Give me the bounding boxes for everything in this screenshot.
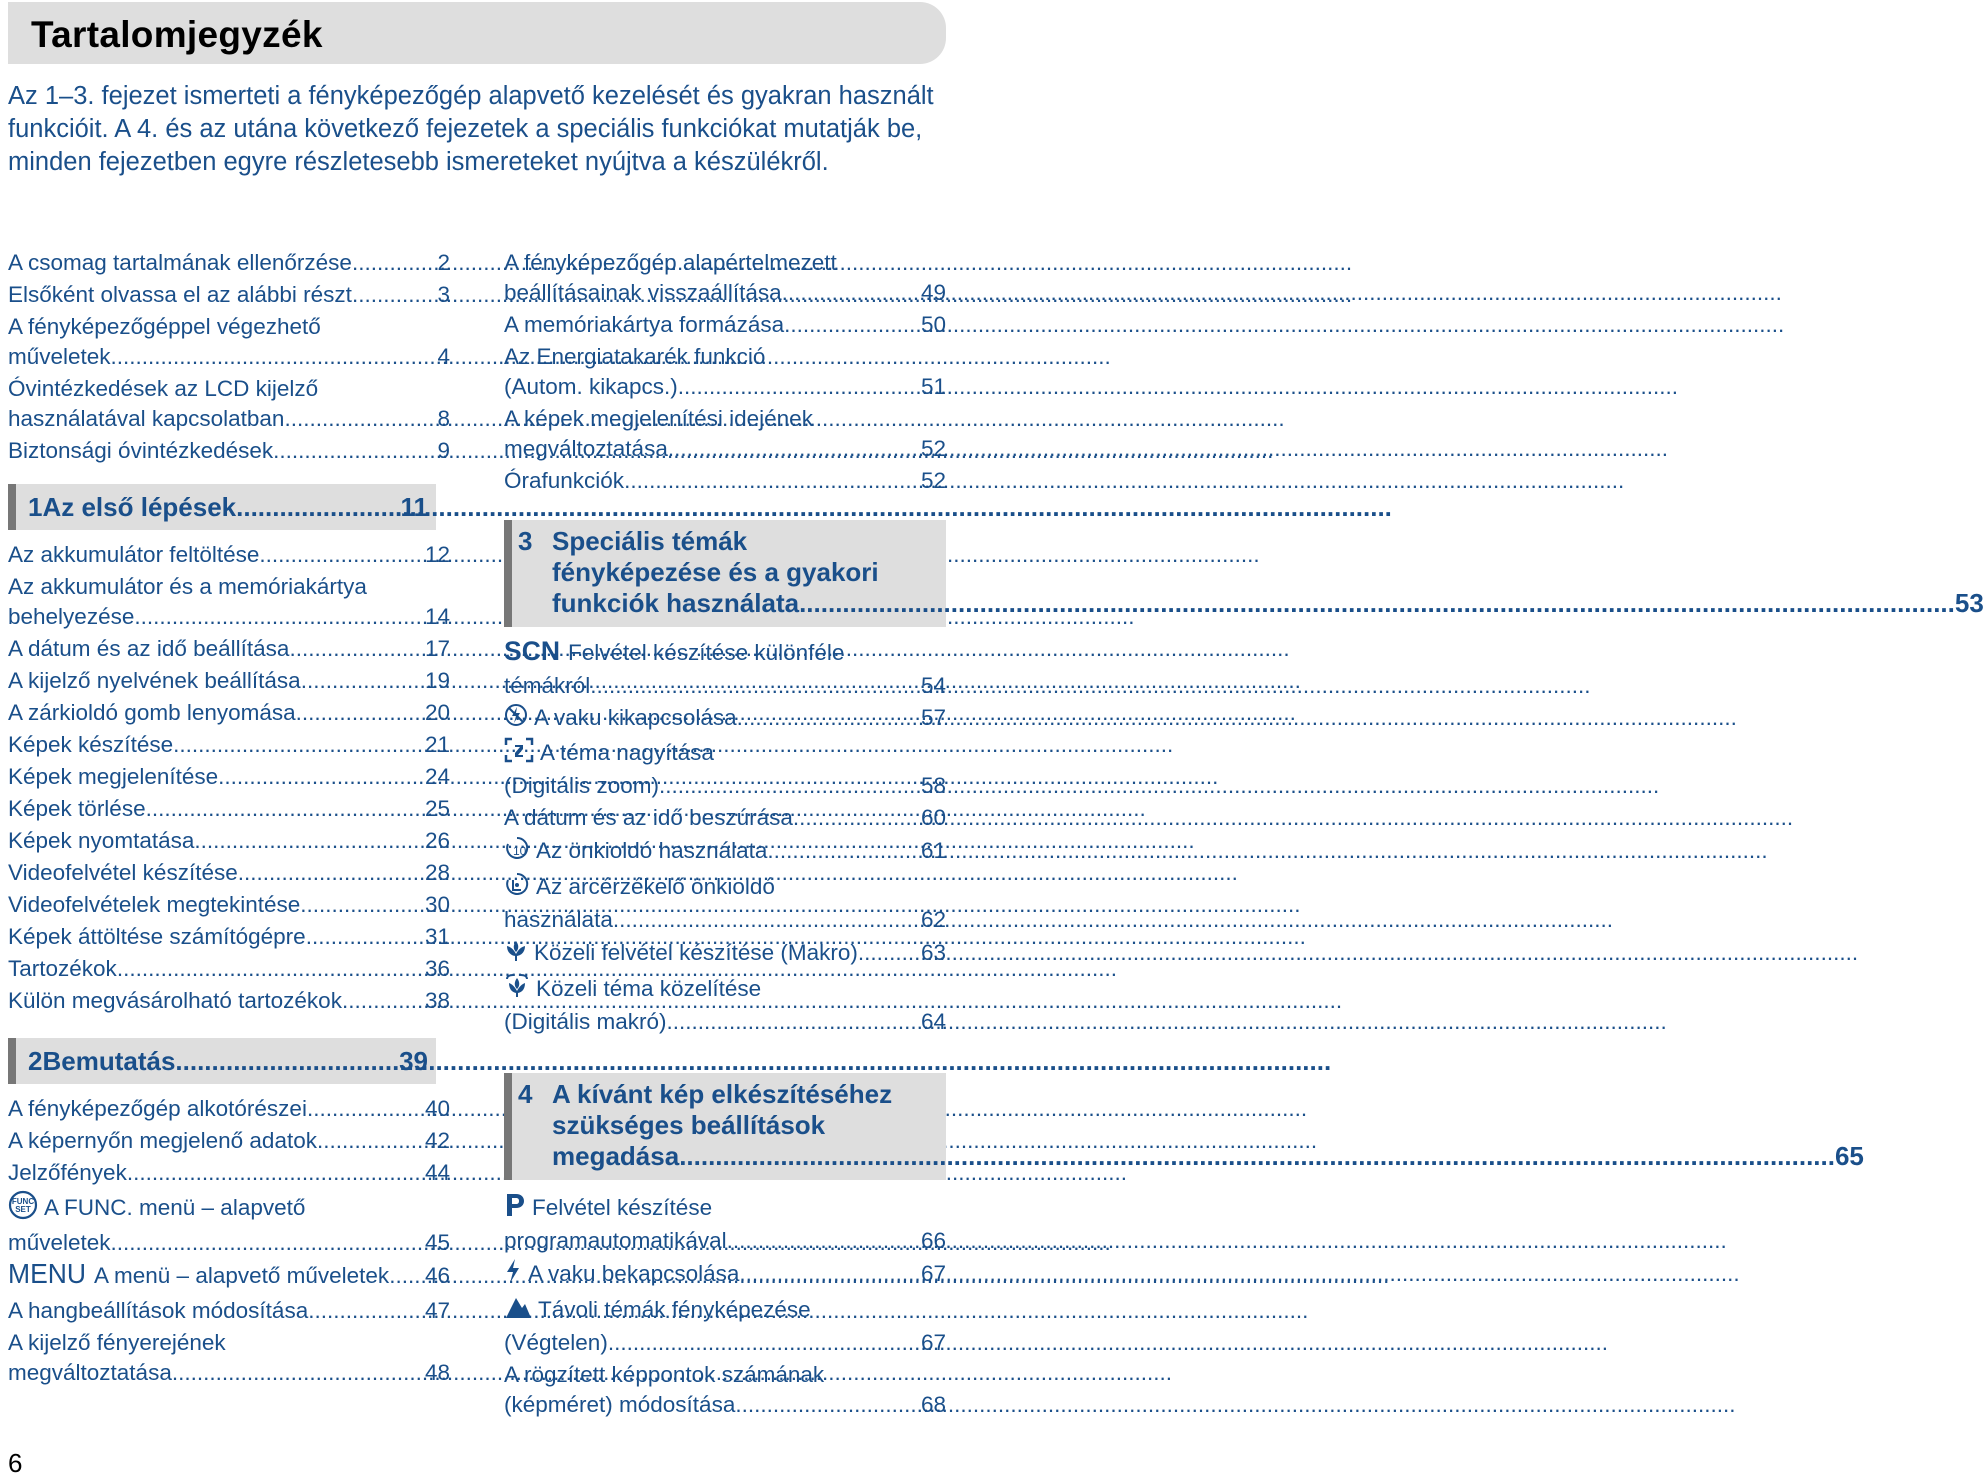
leader-dots <box>300 890 425 920</box>
leader-dots <box>767 836 921 866</box>
leader-dots <box>613 905 921 935</box>
chapter-title: Bemutatás <box>42 1046 176 1076</box>
entry-text: Órafunkciók <box>504 468 625 493</box>
entry-page: 36 <box>424 956 450 981</box>
left-column <box>8 248 450 1390</box>
leader-dots <box>793 803 921 833</box>
intro-paragraph: Az 1–3. fejezet ismerteti a fényképezőgép alapvető kezelését és gyakran használt funkcióit. A 4. és az utána következő fejezetek a speciális funkciókat mutatják be, minden fejezetben egyre részletesebb ismereteket nyújtva a készülékről. <box>8 82 934 176</box>
svg-text:SET: SET <box>15 1205 31 1214</box>
entry-page: 52 <box>920 436 946 461</box>
toc-entry[interactable] <box>504 871 946 935</box>
entry-page: 31 <box>424 924 450 949</box>
leader-dots <box>175 1046 399 1077</box>
toc-entry[interactable] <box>8 1126 450 1156</box>
toc-entry[interactable] <box>8 572 450 632</box>
toc-entry[interactable] <box>8 248 450 278</box>
digital-zoom-icon <box>504 737 534 771</box>
entry-text: Képek áttöltése számítógépre <box>8 924 306 949</box>
leader-dots <box>608 1328 921 1358</box>
chapter-bar <box>8 1038 16 1084</box>
entry-page: 17 <box>424 636 450 661</box>
entry-page: 9 <box>437 438 450 463</box>
entry-text: Videofelvétel készítése <box>8 860 238 885</box>
entry-page: 66 <box>920 1228 946 1254</box>
entry-page: 30 <box>424 892 450 917</box>
entry-text-line: A téma nagyítása <box>540 740 714 765</box>
entry-text-line: Távoli témák fényképezése <box>538 1297 811 1322</box>
entry-text: (Digitális makró) <box>504 1009 667 1035</box>
leader-dots <box>737 703 921 733</box>
leader-dots <box>238 858 425 888</box>
entry-text: Tartozékok <box>8 956 117 981</box>
leader-dots <box>352 280 438 310</box>
entry-page: 50 <box>920 312 946 337</box>
toc-entry[interactable] <box>8 540 450 570</box>
entry-text: A dátum és az idő beállítása <box>8 636 290 661</box>
scn-icon <box>504 637 562 671</box>
toc-entry[interactable] <box>504 1258 946 1292</box>
leader-dots <box>172 1358 425 1388</box>
entry-text: használatával kapcsolatban <box>8 406 285 431</box>
entry-text: A vaku bekapcsolása <box>528 1261 740 1286</box>
entry-page: 2 <box>437 250 450 275</box>
chapter-page: 11 <box>400 492 428 522</box>
page-title: Tartalomjegyzék <box>31 14 323 55</box>
chapter-bar <box>8 484 16 530</box>
leader-dots <box>296 698 425 728</box>
toc-entry[interactable] <box>8 730 450 760</box>
toc-entry[interactable] <box>8 1260 450 1294</box>
chapter-4-heading[interactable] <box>504 1073 1864 1180</box>
toc-entry[interactable] <box>8 1158 450 1188</box>
entry-text-line: Közeli téma közelítése <box>536 976 762 1001</box>
chapter-title-line: fényképezése és a gyakori <box>552 557 879 587</box>
right-front-list <box>504 248 946 498</box>
entry-page: 57 <box>920 705 946 730</box>
flash-off-icon <box>504 703 528 735</box>
toc-entry[interactable] <box>504 637 946 701</box>
entry-page: 48 <box>424 1360 450 1385</box>
entry-text: témákról <box>504 673 591 698</box>
leader-dots <box>727 1226 921 1256</box>
toc-entry[interactable] <box>504 1360 946 1420</box>
toc-entry[interactable] <box>8 666 450 696</box>
leader-dots <box>307 1094 425 1124</box>
leader-dots <box>590 671 921 701</box>
entry-page: 52 <box>920 468 946 493</box>
chapter-number: 3 <box>518 526 533 556</box>
entry-text: A zárkioldó gomb lenyomása <box>8 700 296 725</box>
entry-page: 54 <box>920 673 946 698</box>
entry-page: 46 <box>424 1262 450 1288</box>
entry-text: Elsőként olvassa el az alábbi részt <box>8 282 352 307</box>
entry-text: behelyezése <box>8 604 135 629</box>
toc-entry[interactable] <box>8 1094 450 1124</box>
toc-entry[interactable] <box>8 826 450 856</box>
entry-page: 19 <box>424 668 450 693</box>
p-mode-icon <box>504 1192 526 1226</box>
toc-entry[interactable] <box>504 835 946 869</box>
entry-text: Külön megvásárolható tartozékok <box>8 988 342 1013</box>
leader-dots <box>173 730 425 760</box>
chapter-1-heading[interactable] <box>8 484 436 530</box>
entry-page: 58 <box>920 773 946 799</box>
entry-text: A menü – alapvető műveletek <box>94 1262 390 1288</box>
toc-entry[interactable] <box>8 890 450 920</box>
toc-entry[interactable] <box>504 973 946 1037</box>
entry-page: 8 <box>437 406 450 431</box>
entry-text-line: Felvétel készítése különféle <box>568 639 845 665</box>
func-set-icon <box>8 1190 38 1228</box>
leader-dots <box>111 1228 425 1258</box>
leader-dots <box>667 1007 921 1037</box>
entry-text: Közeli felvétel készítése (Makro) <box>534 940 858 965</box>
entry-text: A csomag tartalmának ellenőrzése <box>8 250 352 275</box>
chapter-bar <box>504 1073 512 1180</box>
chapter-2-heading[interactable] <box>8 1038 436 1084</box>
toc-entry[interactable] <box>8 374 450 434</box>
entry-page: 21 <box>424 732 450 757</box>
entry-page: 25 <box>424 796 450 821</box>
face-self-timer-icon <box>504 871 530 905</box>
svg-text:10: 10 <box>513 844 527 859</box>
entry-page: 51 <box>920 374 946 399</box>
chapter-title-line: szükséges beállítások <box>552 1110 826 1141</box>
toc-entry[interactable] <box>8 312 450 372</box>
entry-text: (Digitális zoom) <box>504 773 660 799</box>
leader-dots <box>858 938 921 968</box>
chapter-number: 4 <box>518 1079 533 1110</box>
leader-dots <box>389 1261 425 1291</box>
entry-text: megváltoztatása <box>504 436 668 461</box>
toc-entry[interactable] <box>8 922 450 952</box>
entry-page: 60 <box>920 805 946 831</box>
leader-dots <box>342 986 425 1016</box>
entry-text: (Autom. kikapcs.) <box>504 374 678 399</box>
leader-dots <box>117 954 425 984</box>
entry-text-line: Az Energiatakarék funkció <box>504 344 766 369</box>
chapter-title-line: megadása <box>552 1141 680 1172</box>
left-front-list <box>8 248 450 468</box>
entry-text-line: Az arcérzékelő önkioldó <box>536 874 775 899</box>
entry-text: Képek készítése <box>8 732 174 757</box>
leader-dots <box>127 1158 425 1188</box>
toc-entry[interactable] <box>8 1190 450 1258</box>
chapter-page: 53 <box>1954 588 1984 618</box>
toc-entry[interactable] <box>8 1296 450 1326</box>
leader-dots <box>306 922 425 952</box>
entry-page: 42 <box>424 1128 450 1153</box>
leader-dots <box>799 588 1955 619</box>
leader-dots <box>317 1126 425 1156</box>
entry-text: A hangbeállítások módosítása <box>8 1298 309 1323</box>
leader-dots <box>134 602 425 632</box>
entry-text: (képméret) módosítása <box>504 1392 736 1418</box>
chapter-number: 1 <box>28 492 43 522</box>
svg-text:SCN: SCN <box>504 636 560 666</box>
chapter-2-list <box>8 1094 450 1390</box>
svg-text:FUNC: FUNC <box>11 1197 35 1206</box>
entry-text: megváltoztatása <box>8 1360 172 1385</box>
chapter-3-heading[interactable] <box>504 520 1984 627</box>
toc-entry[interactable] <box>504 466 946 496</box>
chapter-title: Az első lépések <box>42 492 237 522</box>
entry-page: 38 <box>424 988 450 1013</box>
toc-entry[interactable] <box>8 1328 450 1388</box>
entry-text-line: Az akkumulátor és a memóriakártya <box>8 574 367 599</box>
entry-page: 45 <box>424 1230 450 1255</box>
chapter-title-line: Speciális témák <box>552 526 748 556</box>
entry-text-line: A fényképezőgéppel végezhető <box>8 314 321 339</box>
entry-page: 14 <box>424 604 450 629</box>
toc-entry[interactable] <box>8 858 450 888</box>
entry-text: beállításainak visszaállítása <box>504 280 782 305</box>
leader-dots <box>284 404 437 434</box>
leader-dots <box>739 1259 921 1289</box>
chapter-4-list <box>504 1192 946 1422</box>
toc-entry[interactable] <box>504 248 946 308</box>
entry-text: A vaku kikapcsolása <box>534 705 737 730</box>
chapter-3-list <box>504 637 946 1039</box>
leader-dots <box>782 278 921 308</box>
entry-text-line: Óvintézkedések az LCD kijelző <box>8 376 319 401</box>
leader-dots <box>678 372 921 402</box>
entry-text: műveletek <box>8 344 111 369</box>
entry-text: Az akkumulátor feltöltése <box>8 542 260 567</box>
toc-entry[interactable] <box>504 937 946 971</box>
title-bar <box>8 2 946 64</box>
infinity-mountain-icon <box>504 1294 532 1328</box>
toc-entry[interactable] <box>8 280 450 310</box>
entry-text: Képek megjelenítése <box>8 764 219 789</box>
chapter-1-list <box>8 540 450 1018</box>
chapter-page: 39 <box>399 1046 428 1076</box>
menu-icon <box>8 1260 88 1294</box>
entry-page: 4 <box>437 344 450 369</box>
toc-entry[interactable] <box>8 986 450 1016</box>
entry-page: 62 <box>920 907 946 933</box>
entry-page: 26 <box>424 828 450 853</box>
toc-entry[interactable] <box>504 737 946 801</box>
entry-text-line: A FUNC. menü – alapvető <box>44 1194 306 1220</box>
toc-entry[interactable] <box>8 634 450 664</box>
entry-text: műveletek <box>8 1230 111 1255</box>
leader-dots <box>624 466 921 496</box>
entry-page: 3 <box>437 282 450 307</box>
leader-dots <box>735 1390 921 1420</box>
toc-entry[interactable] <box>504 1192 946 1256</box>
entry-text-line: A rögzített képpontok számának <box>504 1362 825 1388</box>
entry-text-line: A kijelző fényerejének <box>8 1330 226 1355</box>
flash-on-icon <box>504 1258 522 1292</box>
chapter-bar <box>504 520 512 627</box>
toc-entry[interactable] <box>504 703 946 735</box>
entry-text: Biztonsági óvintézkedések <box>8 438 274 463</box>
entry-text-line: A képek megjelenítési idejének <box>504 406 813 431</box>
leader-dots <box>659 771 921 801</box>
entry-page: 24 <box>424 764 450 789</box>
toc-entry[interactable] <box>504 803 946 833</box>
entry-page: 63 <box>920 940 946 965</box>
toc-entry[interactable] <box>8 794 450 824</box>
entry-page: 28 <box>424 860 450 885</box>
right-column <box>504 248 1984 1422</box>
entry-text: Jelzőfények <box>8 1160 127 1185</box>
entry-text: Az önkioldó használata <box>536 838 768 863</box>
leader-dots <box>679 1141 1835 1172</box>
entry-text: A dátum és az idő beszúrása <box>504 805 793 831</box>
leader-dots <box>668 434 921 464</box>
leader-dots <box>111 342 438 372</box>
chapter-title-line: funkciók használata <box>552 588 800 618</box>
macro-icon <box>504 937 528 971</box>
leader-dots <box>352 248 438 278</box>
entry-page: 20 <box>424 700 450 725</box>
entry-text: A memóriakártya formázása <box>504 312 785 337</box>
leader-dots <box>308 1296 425 1326</box>
entry-text-line: A fényképezőgép alapértelmezett <box>504 250 837 275</box>
entry-page: 67 <box>920 1330 946 1356</box>
leader-dots <box>273 436 437 466</box>
entry-text: Videofelvételek megtekintése <box>8 892 301 917</box>
leader-dots <box>784 310 921 340</box>
entry-page: 12 <box>424 542 450 567</box>
toc-entry[interactable] <box>504 310 946 340</box>
entry-page: 64 <box>920 1009 946 1035</box>
entry-page: 40 <box>424 1096 450 1121</box>
toc-entry[interactable] <box>8 954 450 984</box>
chapter-page: 65 <box>1834 1141 1864 1172</box>
svg-text:MENU: MENU <box>8 1258 86 1289</box>
leader-dots <box>259 540 425 570</box>
entry-text: A fényképezőgép alkotórészei <box>8 1096 307 1121</box>
leader-dots <box>301 666 425 696</box>
toc-entry[interactable] <box>504 342 946 402</box>
entry-text: Képek törlése <box>8 796 146 821</box>
entry-text: Képek nyomtatása <box>8 828 195 853</box>
leader-dots <box>236 492 400 523</box>
toc-entry[interactable] <box>504 1294 946 1358</box>
entry-page: 44 <box>424 1160 450 1185</box>
digital-macro-icon <box>504 973 530 1007</box>
toc-entry[interactable] <box>504 404 946 464</box>
leader-dots <box>146 794 425 824</box>
page-number: 6 <box>8 1448 23 1478</box>
leader-dots <box>218 762 425 792</box>
entry-page: 47 <box>424 1298 450 1323</box>
self-timer-10-icon <box>504 835 530 869</box>
leader-dots <box>194 826 425 856</box>
entry-page: 67 <box>920 1261 946 1286</box>
entry-page: 61 <box>920 838 946 863</box>
entry-text: A képernyőn megjelenő adatok <box>8 1128 317 1153</box>
chapter-number: 2 <box>28 1046 43 1076</box>
toc-entry[interactable] <box>8 436 450 466</box>
entry-text: A kijelző nyelvének beállítása <box>8 668 301 693</box>
toc-entry[interactable] <box>8 762 450 792</box>
chapter-title-line: A kívánt kép elkészítéséhez <box>552 1079 893 1110</box>
leader-dots <box>289 634 425 664</box>
entry-text: programautomatikával <box>504 1228 727 1254</box>
entry-text: használata <box>504 907 613 933</box>
toc-entry[interactable] <box>8 698 450 728</box>
entry-page: 49 <box>920 280 946 305</box>
entry-page: 68 <box>920 1392 946 1418</box>
entry-text: (Végtelen) <box>504 1330 608 1356</box>
entry-text-line: Felvétel készítése <box>532 1195 713 1220</box>
